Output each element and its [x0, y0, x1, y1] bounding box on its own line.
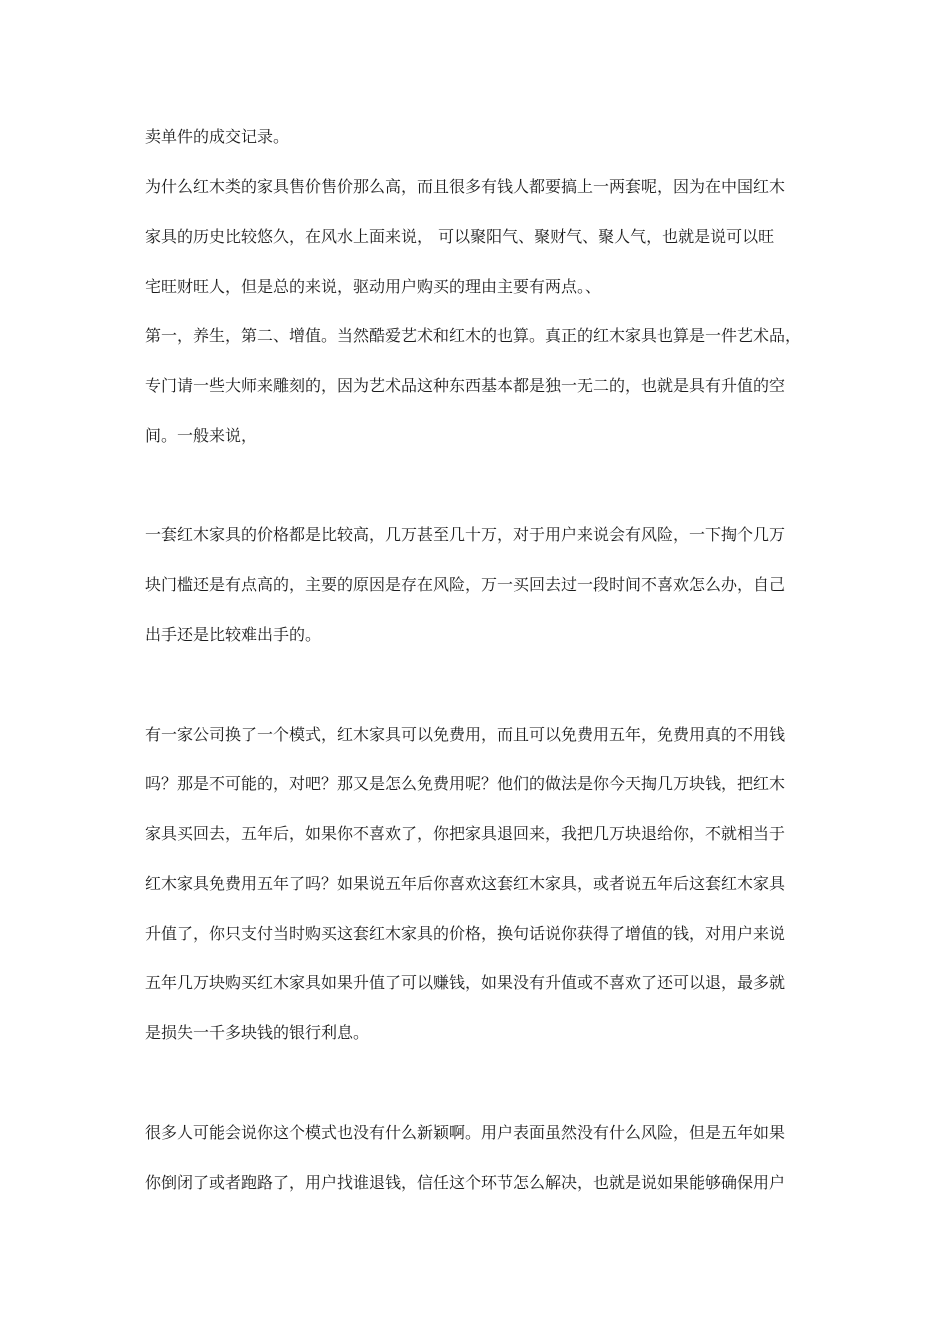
- text-line: 很多人可能会说你这个模式也没有什么新颖啊。用户表面虽然没有什么风险，但是五年如果: [145, 1123, 786, 1142]
- text-line: 为什么红木类的家具售价售价那么高，而且很多有钱人都要搞上一两套呢，因为在中国红木: [145, 177, 786, 196]
- text-line: 家具买回去，五年后，如果你不喜欢了，你把家具退回来，我把几万块退给你，不就相当于: [145, 824, 786, 843]
- text-line: 吗？那是不可能的，对吧？那又是怎么免费用呢？他们的做法是你今天掏几万块钱，把红木: [145, 774, 786, 793]
- text-line: 有一家公司换了一个模式，红木家具可以免费用，而且可以免费用五年，免费用真的不用钱: [145, 725, 786, 744]
- text-line: 专门请一些大师来雕刻的，因为艺术品这种东西基本都是独一无二的，也就是具有升值的空: [145, 376, 786, 395]
- text-line: 你倒闭了或者跑路了，用户找谁退钱，信任这个环节怎么解决，也就是说如果能够确保用户: [145, 1173, 786, 1192]
- text-line: 卖单件的成交记录。: [145, 127, 290, 146]
- text-line: 出手还是比较难出手的。: [145, 625, 322, 644]
- text-line: 第一，养生，第二、增值。当然酷爱艺术和红木的也算。真正的红木家具也算是一件艺术品，: [145, 326, 802, 345]
- text-line: 是损失一千多块钱的银行利息。: [145, 1023, 370, 1042]
- text-line: 一套红木家具的价格都是比较高，几万甚至几十万，对于用户来说会有风险，一下掏个几万: [145, 525, 786, 544]
- text-line: 升值了，你只支付当时购买这套红木家具的价格，换句话说你获得了增值的钱，对用户来说: [145, 924, 786, 943]
- text-line: 家具的历史比较悠久，在风水上面来说， 可以聚阳气、聚财气、聚人气，也就是说可以旺: [145, 227, 775, 246]
- text-line: 宅旺财旺人，但是总的来说，驱动用户购买的理由主要有两点。、: [145, 277, 602, 296]
- text-line: 红木家具免费用五年了吗？如果说五年后你喜欢这套红木家具，或者说五年后这套红木家具: [145, 874, 786, 893]
- text-line: 间。一般来说，: [145, 426, 258, 445]
- text-line: 五年几万块购买红木家具如果升值了可以赚钱，如果没有升值或不喜欢了还可以退，最多就: [145, 973, 786, 992]
- text-line: 块门槛还是有点高的，主要的原因是存在风险，万一买回去过一段时间不喜欢怎么办，自己: [145, 575, 786, 594]
